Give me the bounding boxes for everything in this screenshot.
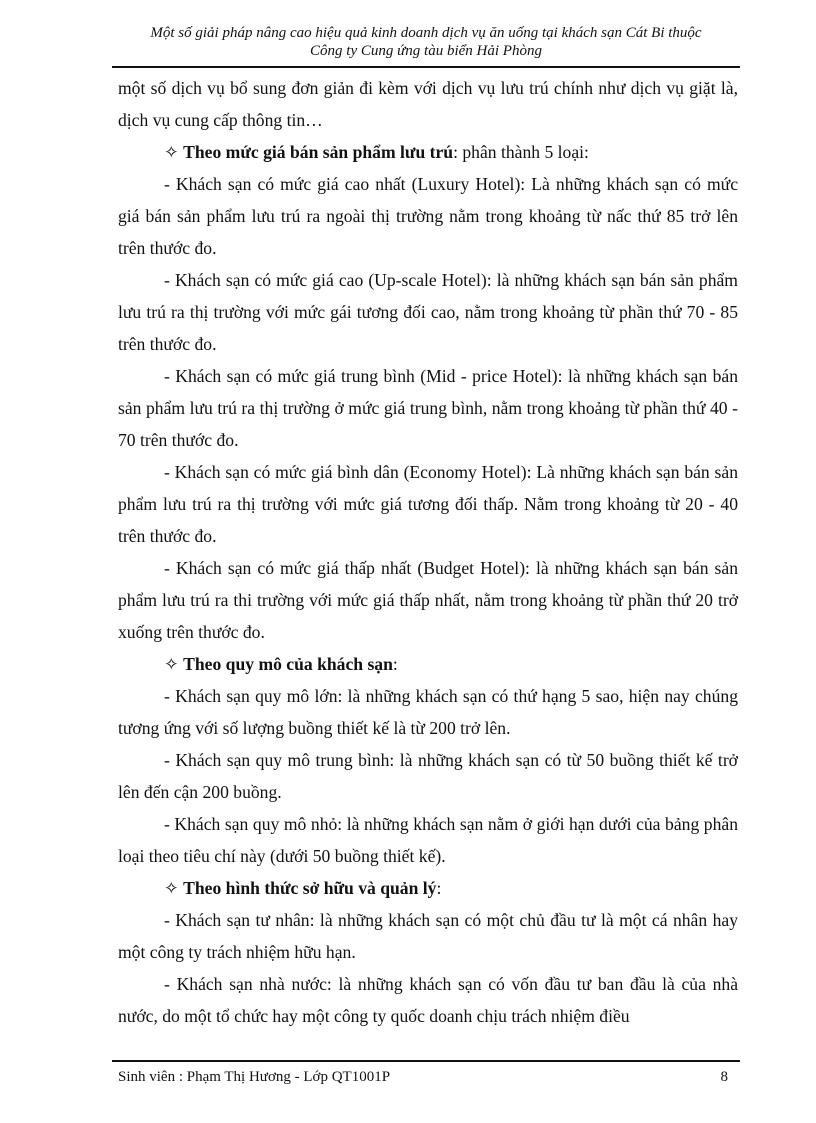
paragraph-large-hotel: - Khách sạn quy mô lớn: là những khách sạn có thứ hạng 5 sao, hiện nay chúng tương ứng với số lượng buồng thiết kế là từ 200 trở lên. xyxy=(118,686,738,738)
page-number: 8 xyxy=(720,1069,728,1085)
diamond-bullet-icon: ✧ xyxy=(164,654,179,674)
footer-student-info: Sinh viên : Phạm Thị Hương - Lớp QT1001P xyxy=(118,1069,391,1085)
paragraph-luxury-hotel: - Khách sạn có mức giá cao nhất (Luxury Hotel): Là những khách sạn có mức giá bán sản phẩm lưu trú ra ngoài thị trường nằm trong khoảng từ nấc thứ 85 trở lên trên thước đo. xyxy=(118,174,738,258)
section-heading-ownership-suffix: : xyxy=(436,878,442,898)
section-heading-scale-suffix: : xyxy=(392,654,398,674)
header-divider xyxy=(112,66,740,68)
diamond-bullet-icon: ✧ xyxy=(164,878,179,898)
paragraph-economy-hotel: - Khách sạn có mức giá bình dân (Economy Hotel): Là những khách sạn bán sản phẩm lưu trú ra thị trường với mức giá tương đối thấp. Nằm trong khoảng từ 20 - 40 trên thước đo. xyxy=(118,462,738,546)
section-heading-price xyxy=(118,136,738,168)
paragraph-small-hotel: - Khách sạn quy mô nhỏ: là những khách sạn nằm ở giới hạn dưới của bảng phân loại theo tiêu chí này (dưới 50 buồng thiết kế). xyxy=(118,814,738,866)
section-heading-ownership xyxy=(118,872,738,904)
paragraph-private-hotel: - Khách sạn tư nhân: là những khách sạn có một chủ đầu tư là một cá nhân hay một công ty trách nhiệm hữu hạn. xyxy=(118,910,738,962)
header-line-2: Công ty Cung ứng tàu biển Hải Phòng xyxy=(310,43,542,59)
paragraph-state-hotel: - Khách sạn nhà nước: là những khách sạn có vốn đầu tư ban đầu là của nhà nước, do một tổ chức hay một công ty quốc doanh chịu trách nhiệm điều xyxy=(118,974,738,1026)
header-line-1: Một số giải pháp nâng cao hiệu quả kinh doanh dịch vụ ăn uống tại khách sạn Cát Bi thuộc xyxy=(150,25,702,41)
paragraph-upscale-hotel: - Khách sạn có mức giá cao (Up-scale Hotel): là những khách sạn bán sản phẩm lưu trú ra thị trường với mức gái tương đối cao, nằm trong khoảng từ phần thứ 70 - 85 trên thước đo. xyxy=(118,270,738,354)
section-heading-price-suffix: : phân thành 5 loại: xyxy=(453,142,589,162)
paragraph-budget-hotel: - Khách sạn có mức giá thấp nhất (Budget Hotel): là những khách sạn bán sản phẩm lưu trú ra thi trường với mức giá thấp nhất, nằm trong khoảng từ phần thứ 20 trở xuống trên thước đo. xyxy=(118,558,738,642)
paragraph-medium-hotel: - Khách sạn quy mô trung bình: là những khách sạn có từ 50 buồng thiết kế trở lên đến cận 200 buồng. xyxy=(118,750,738,802)
document-body xyxy=(118,72,738,1032)
section-heading-scale xyxy=(118,648,738,680)
page-header xyxy=(112,24,740,60)
section-heading-scale-title: Theo quy mô của khách sạn xyxy=(183,654,393,674)
section-heading-ownership-title: Theo hình thức sở hữu và quản lý xyxy=(183,878,437,898)
diamond-bullet-icon: ✧ xyxy=(164,142,179,162)
section-heading-price-title: Theo mức giá bán sản phẩm lưu trú xyxy=(183,142,454,162)
paragraph-mid-price-hotel: - Khách sạn có mức giá trung bình (Mid - price Hotel): là những khách sạn bán sản phẩm lưu trú ra thị trường ở mức giá trung bình, nằm trong khoảng từ phần thứ 40 - 70 trên thước đo. xyxy=(118,366,738,450)
paragraph-continuation: một số dịch vụ bổ sung đơn giản đi kèm với dịch vụ lưu trú chính như dịch vụ giặt là, dịch vụ cung cấp thông tin… xyxy=(118,78,738,130)
footer-divider xyxy=(112,1060,740,1062)
